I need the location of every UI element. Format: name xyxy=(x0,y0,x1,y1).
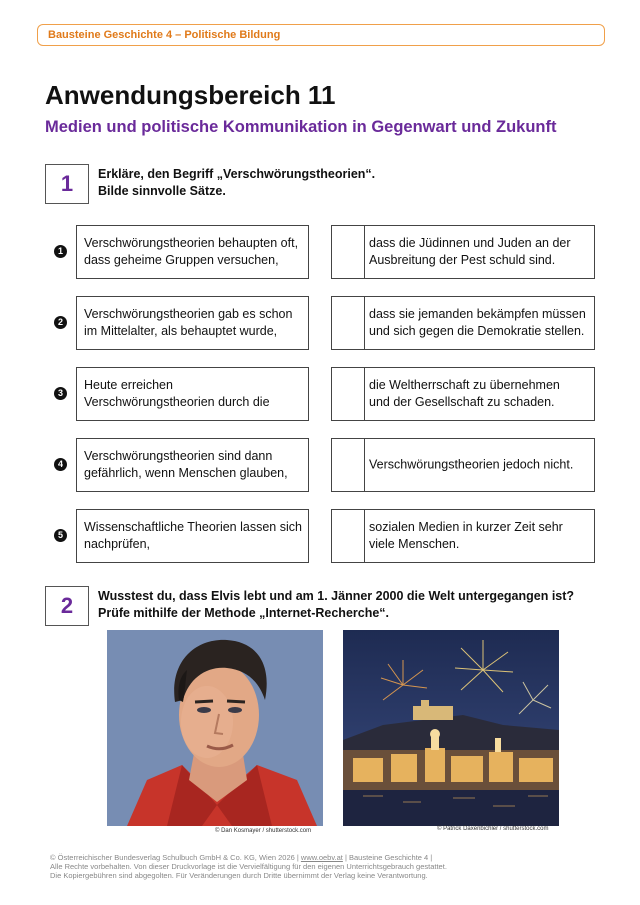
row-2-right-line-1: dass sie jemanden bekämpfen müssen xyxy=(369,307,586,321)
row-2-left-line-2: im Mittelalter, als behauptet wurde, xyxy=(84,324,278,338)
row-1-left-box xyxy=(76,225,309,279)
row-2-right-line-2: und sich gegen die Demokratie stellen. xyxy=(369,324,585,338)
elvis-portrait-image xyxy=(107,630,323,826)
fireworks-city-illustration xyxy=(343,630,559,826)
row-5-left-line-2: nachprüfen, xyxy=(84,537,151,551)
task-1-instruction xyxy=(98,166,375,200)
row-1-left-line-1: Verschwörungstheorien behaupten oft, xyxy=(84,236,299,250)
row-5-answer-square[interactable] xyxy=(332,510,365,562)
row-3-left-line-2: Verschwörungstheorien durch die xyxy=(84,395,270,409)
task-2-number: 2 xyxy=(45,586,89,626)
task-1-line-1: Erkläre, den Begriff „Verschwörungstheorien“. xyxy=(98,167,376,181)
fireworks-city-image xyxy=(343,630,559,826)
left-image-credit: © Dan Kosmayer / shutterstock.com xyxy=(215,828,312,834)
row-2-answer-square[interactable] xyxy=(332,297,365,349)
row-3-right-box xyxy=(331,367,595,421)
footer-link[interactable]: www.oebv.at xyxy=(300,853,343,862)
row-1-bullet: 1 xyxy=(54,245,67,258)
row-4-left-line-2: gefährlich, wenn Menschen glauben, xyxy=(84,466,288,480)
row-4-answer-square[interactable] xyxy=(332,439,365,491)
task-2-instruction xyxy=(98,588,574,622)
footer-line-1 xyxy=(50,853,590,862)
footer xyxy=(50,853,590,880)
row-5-right-line-1: sozialen Medien in kurzer Zeit sehr xyxy=(369,520,563,534)
row-1-right-box xyxy=(331,225,595,279)
row-2-right-box xyxy=(331,296,595,350)
task-2-line-2: Prüfe mithilfe der Methode „Internet-Recherche“. xyxy=(98,606,390,620)
row-3-left-box xyxy=(76,367,309,421)
row-5-bullet: 5 xyxy=(54,529,67,542)
row-3-right-line-2: und der Gesellschaft zu schaden. xyxy=(369,395,555,409)
row-5-right-line-2: viele Menschen. xyxy=(369,537,460,551)
footer-line-2: Alle Rechte vorbehalten. Von dieser Druckvorlage ist die Vervielfältigung für den eigenen Unterrichtsgebrauch gestattet. xyxy=(50,862,447,871)
page-subtitle: Medien und politische Kommunikation in Gegenwart und Zukunft xyxy=(45,118,557,136)
row-3-left-line-1: Heute erreichen xyxy=(84,378,173,392)
row-4-right-line-1: Verschwörungstheorien jedoch nicht. xyxy=(369,457,574,472)
header-bar xyxy=(37,24,605,46)
elvis-portrait-illustration xyxy=(107,630,323,826)
footer-line-3: Die Kopiergebühren sind abgegolten. Für Veränderungen durch Dritte übernimmt der Verlag keine Verantwortung. xyxy=(50,871,428,880)
row-4-left-box xyxy=(76,438,309,492)
row-3-right-line-1: die Weltherrschaft zu übernehmen xyxy=(369,378,560,392)
task-1-number: 1 xyxy=(45,164,89,204)
row-1-right-line-2: Ausbreitung der Pest schuld sind. xyxy=(369,253,556,267)
header-label: Bausteine Geschichte 4 – Politische Bildung xyxy=(48,29,281,41)
row-5-left-line-1: Wissenschaftliche Theorien lassen sich xyxy=(84,520,302,534)
task-1-line-2: Bilde sinnvolle Sätze. xyxy=(98,184,226,198)
row-2-left-line-1: Verschwörungstheorien gab es schon xyxy=(84,307,293,321)
row-3-answer-square[interactable] xyxy=(332,368,365,420)
row-1-right-line-1: dass die Jüdinnen und Juden an der xyxy=(369,236,571,250)
row-4-left-line-1: Verschwörungstheorien sind dann xyxy=(84,449,273,463)
page-title: Anwendungsbereich 11 xyxy=(45,80,336,110)
footer-series: | Bausteine Geschichte 4 | xyxy=(342,853,433,862)
row-2-left-box xyxy=(76,296,309,350)
right-image-credit: © Patrick Daxenbichler / shutterstock.com xyxy=(437,826,549,832)
row-4-right-box xyxy=(331,438,595,492)
row-1-answer-square[interactable] xyxy=(332,226,365,278)
row-5-left-box xyxy=(76,509,309,563)
row-1-left-line-2: dass geheime Gruppen versuchen, xyxy=(84,253,279,267)
row-5-right-box xyxy=(331,509,595,563)
row-4-bullet: 4 xyxy=(54,458,67,471)
row-2-bullet: 2 xyxy=(54,316,67,329)
footer-copyright: © Österreichischer Bundesverlag Schulbuch GmbH & Co. KG, Wien 2026 | xyxy=(50,853,301,862)
row-3-bullet: 3 xyxy=(54,387,67,400)
task-2-line-1: Wusstest du, dass Elvis lebt und am 1. Jänner 2000 die Welt untergegangen ist? xyxy=(98,589,575,603)
